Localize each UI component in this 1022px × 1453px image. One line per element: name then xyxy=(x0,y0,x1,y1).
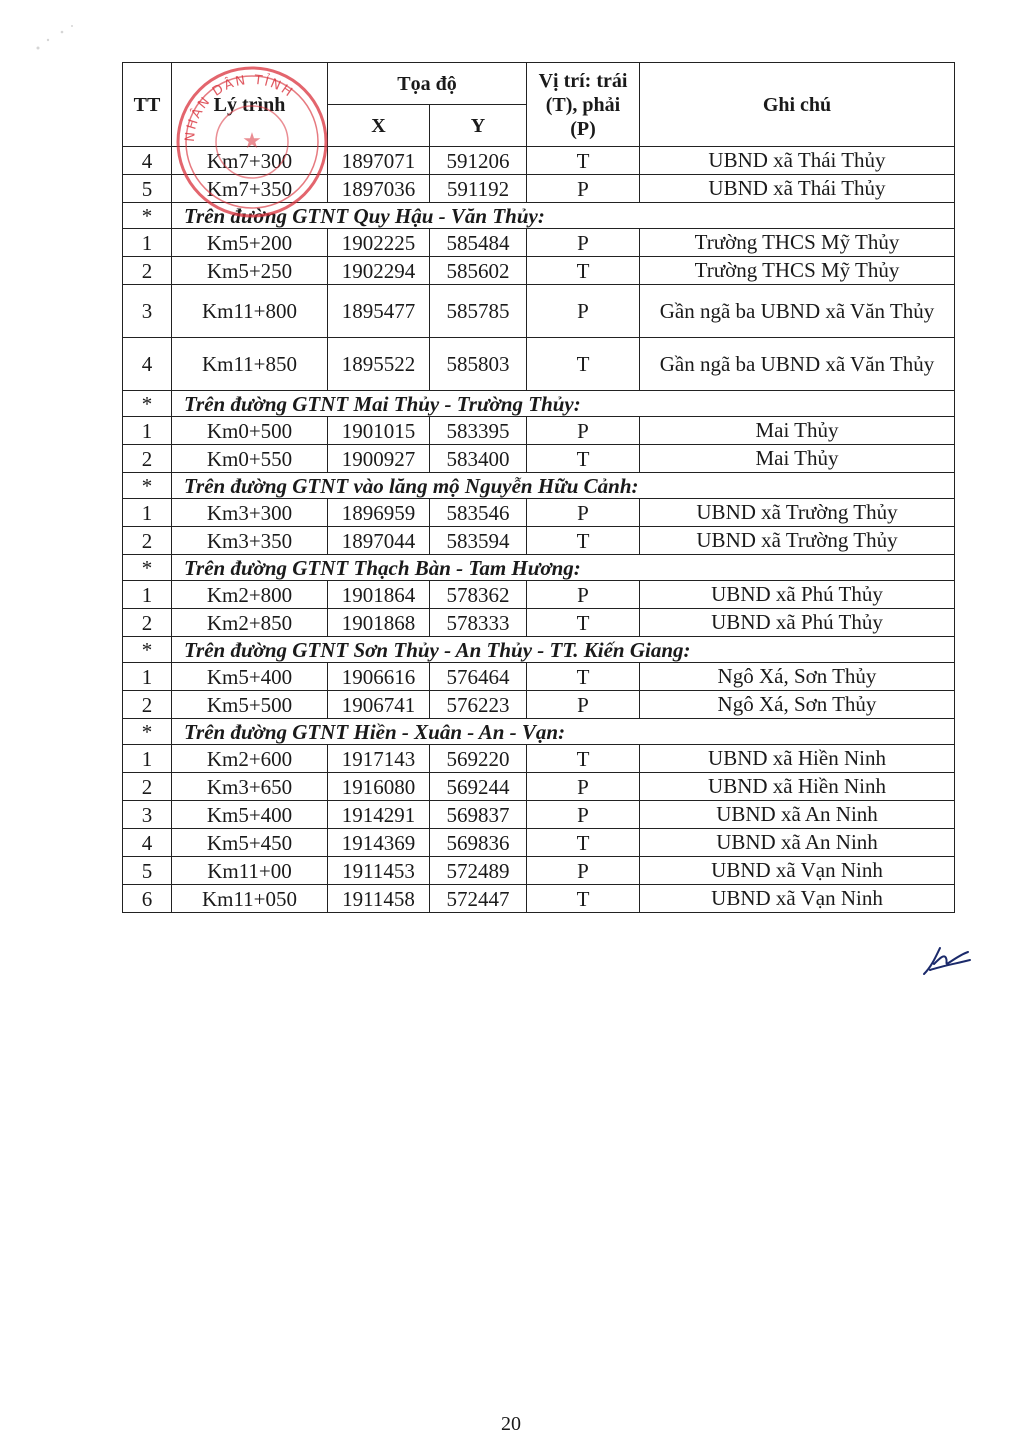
cell-y: 591206 xyxy=(430,147,527,175)
cell-x: 1906741 xyxy=(328,691,430,719)
section-marker: * xyxy=(123,637,172,663)
coordinates-table xyxy=(122,62,955,913)
cell-ly-trinh: Km11+00 xyxy=(172,857,328,885)
table-row xyxy=(123,285,955,338)
table-row xyxy=(123,257,955,285)
cell-ghi-chu: Gần ngã ba UBND xã Văn Thủy xyxy=(640,285,955,338)
cell-x: 1917143 xyxy=(328,745,430,773)
cell-x: 1896959 xyxy=(328,499,430,527)
section-title: Trên đường GTNT Sơn Thủy - An Thủy - TT. Kiến Giang: xyxy=(172,637,955,663)
cell-vi-tri: P xyxy=(527,581,640,609)
cell-ly-trinh: Km3+300 xyxy=(172,499,328,527)
cell-y: 583594 xyxy=(430,527,527,555)
signature-mark xyxy=(922,942,972,976)
section-marker: * xyxy=(123,203,172,229)
cell-ly-trinh: Km11+050 xyxy=(172,885,328,913)
section-row xyxy=(123,719,955,745)
cell-x: 1901015 xyxy=(328,417,430,445)
header-ly-trinh: Lý trình xyxy=(172,63,328,147)
cell-y: 585484 xyxy=(430,229,527,257)
cell-ly-trinh: Km5+200 xyxy=(172,229,328,257)
cell-vi-tri: P xyxy=(527,801,640,829)
cell-x: 1916080 xyxy=(328,773,430,801)
section-title: Trên đường GTNT Thạch Bàn - Tam Hương: xyxy=(172,555,955,581)
cell-vi-tri: P xyxy=(527,773,640,801)
cell-ly-trinh: Km2+600 xyxy=(172,745,328,773)
cell-vi-tri: P xyxy=(527,229,640,257)
cell-vi-tri: P xyxy=(527,417,640,445)
header-vi-tri: Vị trí: trái (T), phải (P) xyxy=(527,63,640,147)
cell-tt: 2 xyxy=(123,691,172,719)
cell-tt: 5 xyxy=(123,857,172,885)
cell-ly-trinh: Km5+400 xyxy=(172,801,328,829)
cell-y: 569836 xyxy=(430,829,527,857)
cell-ly-trinh: Km5+250 xyxy=(172,257,328,285)
cell-vi-tri: T xyxy=(527,829,640,857)
cell-tt: 4 xyxy=(123,338,172,391)
cell-y: 576464 xyxy=(430,663,527,691)
cell-x: 1897044 xyxy=(328,527,430,555)
page-number: 20 xyxy=(501,1413,521,1435)
table-row xyxy=(123,175,955,203)
cell-vi-tri: T xyxy=(527,527,640,555)
cell-vi-tri: T xyxy=(527,445,640,473)
table-row xyxy=(123,663,955,691)
header-ghi-chu: Ghi chú xyxy=(640,63,955,147)
cell-tt: 2 xyxy=(123,609,172,637)
cell-x: 1911458 xyxy=(328,885,430,913)
cell-ly-trinh: Km7+350 xyxy=(172,175,328,203)
cell-y: 572489 xyxy=(430,857,527,885)
table-row xyxy=(123,801,955,829)
section-title: Trên đường GTNT Mai Thủy - Trường Thủy: xyxy=(172,391,955,417)
cell-x: 1906616 xyxy=(328,663,430,691)
header-toa-do: Tọa độ xyxy=(328,63,527,105)
cell-ghi-chu: Gần ngã ba UBND xã Văn Thủy xyxy=(640,338,955,391)
cell-ly-trinh: Km11+800 xyxy=(172,285,328,338)
table-row xyxy=(123,829,955,857)
table-row xyxy=(123,609,955,637)
cell-tt: 4 xyxy=(123,147,172,175)
cell-tt: 3 xyxy=(123,801,172,829)
cell-y: 585803 xyxy=(430,338,527,391)
svg-text:★: ★ xyxy=(242,128,262,153)
cell-x: 1902294 xyxy=(328,257,430,285)
table-row xyxy=(123,499,955,527)
table-row xyxy=(123,581,955,609)
cell-ly-trinh: Km3+650 xyxy=(172,773,328,801)
table-row xyxy=(123,773,955,801)
cell-tt: 3 xyxy=(123,285,172,338)
header-x: X xyxy=(328,105,430,147)
cell-ly-trinh: Km2+800 xyxy=(172,581,328,609)
cell-y: 578333 xyxy=(430,609,527,637)
cell-ghi-chu: Mai Thủy xyxy=(640,417,955,445)
cell-ghi-chu: UBND xã Vạn Ninh xyxy=(640,885,955,913)
cell-ghi-chu: UBND xã An Ninh xyxy=(640,801,955,829)
section-row xyxy=(123,203,955,229)
scan-artifact xyxy=(28,18,88,58)
section-marker: * xyxy=(123,719,172,745)
cell-vi-tri: T xyxy=(527,338,640,391)
section-marker: * xyxy=(123,391,172,417)
cell-x: 1897036 xyxy=(328,175,430,203)
cell-x: 1901868 xyxy=(328,609,430,637)
table-row xyxy=(123,857,955,885)
cell-x: 1895477 xyxy=(328,285,430,338)
cell-ghi-chu: UBND xã Vạn Ninh xyxy=(640,857,955,885)
cell-tt: 1 xyxy=(123,581,172,609)
cell-ly-trinh: Km11+850 xyxy=(172,338,328,391)
cell-ly-trinh: Km0+550 xyxy=(172,445,328,473)
cell-tt: 6 xyxy=(123,885,172,913)
cell-ly-trinh: Km5+450 xyxy=(172,829,328,857)
cell-y: 583400 xyxy=(430,445,527,473)
cell-tt: 1 xyxy=(123,417,172,445)
cell-y: 572447 xyxy=(430,885,527,913)
cell-ly-trinh: Km3+350 xyxy=(172,527,328,555)
cell-vi-tri: T xyxy=(527,257,640,285)
cell-x: 1902225 xyxy=(328,229,430,257)
section-marker: * xyxy=(123,473,172,499)
table-row xyxy=(123,445,955,473)
table-row xyxy=(123,229,955,257)
section-row xyxy=(123,391,955,417)
cell-tt: 2 xyxy=(123,257,172,285)
cell-tt: 1 xyxy=(123,499,172,527)
cell-ghi-chu: Trường THCS Mỹ Thủy xyxy=(640,229,955,257)
cell-vi-tri: P xyxy=(527,499,640,527)
cell-ly-trinh: Km7+300 xyxy=(172,147,328,175)
cell-ghi-chu: UBND xã Phú Thủy xyxy=(640,609,955,637)
cell-ly-trinh: Km2+850 xyxy=(172,609,328,637)
cell-ghi-chu: UBND xã Thái Thủy xyxy=(640,147,955,175)
cell-ghi-chu: Trường THCS Mỹ Thủy xyxy=(640,257,955,285)
cell-vi-tri: T xyxy=(527,609,640,637)
section-marker: * xyxy=(123,555,172,581)
cell-tt: 2 xyxy=(123,773,172,801)
cell-y: 583546 xyxy=(430,499,527,527)
cell-y: 569220 xyxy=(430,745,527,773)
header-tt: TT xyxy=(123,63,172,147)
cell-x: 1901864 xyxy=(328,581,430,609)
table-row xyxy=(123,417,955,445)
table-row xyxy=(123,147,955,175)
cell-tt: 1 xyxy=(123,663,172,691)
cell-ly-trinh: Km0+500 xyxy=(172,417,328,445)
cell-vi-tri: T xyxy=(527,745,640,773)
svg-text:NHÂN DÂN TỈNH: NHÂN DÂN TỈNH xyxy=(182,72,297,143)
cell-tt: 5 xyxy=(123,175,172,203)
cell-ghi-chu: UBND xã Hiền Ninh xyxy=(640,773,955,801)
cell-ly-trinh: Km5+500 xyxy=(172,691,328,719)
cell-x: 1911453 xyxy=(328,857,430,885)
table-row xyxy=(123,338,955,391)
cell-y: 591192 xyxy=(430,175,527,203)
header-y: Y xyxy=(430,105,527,147)
cell-vi-tri: T xyxy=(527,663,640,691)
cell-tt: 4 xyxy=(123,829,172,857)
cell-y: 569244 xyxy=(430,773,527,801)
cell-x: 1914369 xyxy=(328,829,430,857)
cell-ghi-chu: UBND xã An Ninh xyxy=(640,829,955,857)
cell-vi-tri: T xyxy=(527,885,640,913)
cell-vi-tri: P xyxy=(527,285,640,338)
table-row xyxy=(123,691,955,719)
cell-y: 576223 xyxy=(430,691,527,719)
cell-tt: 2 xyxy=(123,527,172,555)
section-row xyxy=(123,473,955,499)
cell-y: 578362 xyxy=(430,581,527,609)
cell-ghi-chu: Ngô Xá, Sơn Thủy xyxy=(640,691,955,719)
table-row xyxy=(123,527,955,555)
cell-ghi-chu: UBND xã Trường Thủy xyxy=(640,499,955,527)
cell-y: 569837 xyxy=(430,801,527,829)
cell-ghi-chu: UBND xã Hiền Ninh xyxy=(640,745,955,773)
table-row xyxy=(123,745,955,773)
cell-ly-trinh: Km5+400 xyxy=(172,663,328,691)
cell-y: 585785 xyxy=(430,285,527,338)
cell-tt: 1 xyxy=(123,229,172,257)
section-title: Trên đường GTNT Quy Hậu - Văn Thủy: xyxy=(172,203,955,229)
cell-ghi-chu: Ngô Xá, Sơn Thủy xyxy=(640,663,955,691)
cell-tt: 2 xyxy=(123,445,172,473)
cell-vi-tri: T xyxy=(527,147,640,175)
cell-tt: 1 xyxy=(123,745,172,773)
section-title: Trên đường GTNT Hiền - Xuân - An - Vạn: xyxy=(172,719,955,745)
cell-ghi-chu: UBND xã Thái Thủy xyxy=(640,175,955,203)
cell-y: 583395 xyxy=(430,417,527,445)
cell-x: 1897071 xyxy=(328,147,430,175)
cell-x: 1900927 xyxy=(328,445,430,473)
cell-ghi-chu: UBND xã Trường Thủy xyxy=(640,527,955,555)
table-row xyxy=(123,885,955,913)
section-title: Trên đường GTNT vào lăng mộ Nguyễn Hữu Cảnh: xyxy=(172,473,955,499)
table-body xyxy=(123,147,955,913)
cell-vi-tri: P xyxy=(527,857,640,885)
cell-vi-tri: P xyxy=(527,691,640,719)
coordinates-table-container xyxy=(122,62,954,913)
section-row xyxy=(123,555,955,581)
cell-x: 1895522 xyxy=(328,338,430,391)
section-row xyxy=(123,637,955,663)
cell-vi-tri: P xyxy=(527,175,640,203)
cell-y: 585602 xyxy=(430,257,527,285)
cell-ghi-chu: Mai Thủy xyxy=(640,445,955,473)
cell-x: 1914291 xyxy=(328,801,430,829)
cell-ghi-chu: UBND xã Phú Thủy xyxy=(640,581,955,609)
